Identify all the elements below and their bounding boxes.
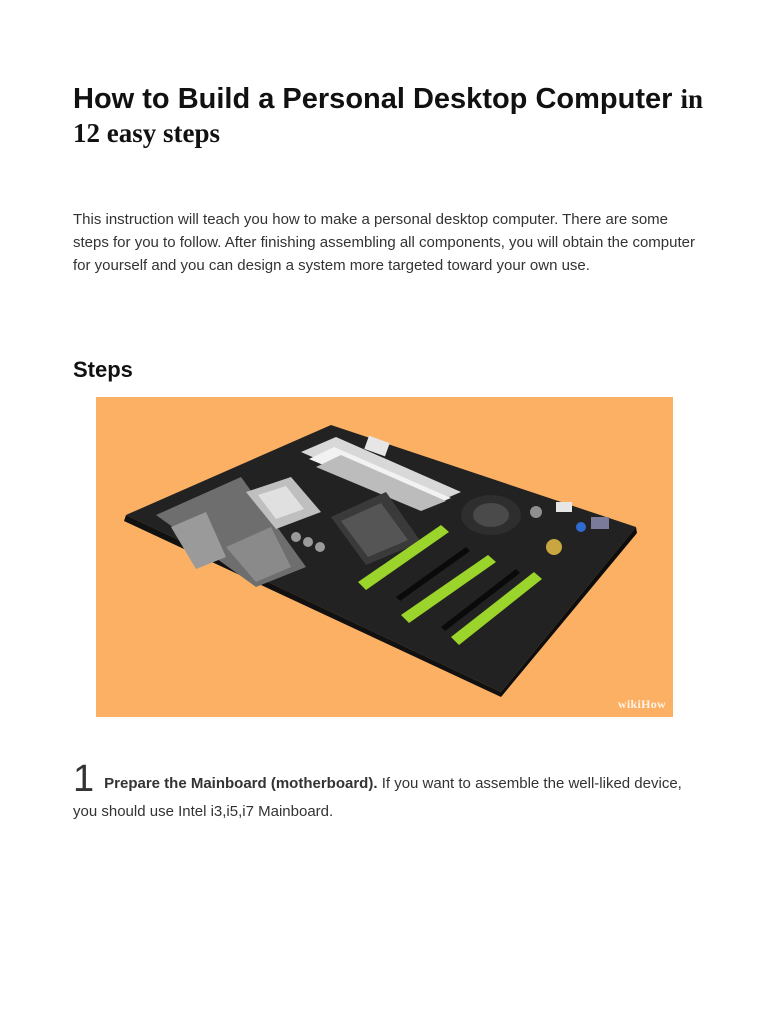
step-text: If you want to assemble the well-liked device, you should use Intel i3,i5,i7 Mainboard.: [73, 775, 682, 820]
step-1: [73, 758, 698, 826]
steps-heading: Steps: [73, 357, 133, 382]
motherboard-illustration: [96, 397, 673, 717]
intro-paragraph: This instruction will teach you how to make a personal desktop computer. There are some steps for you to follow. After finishing assembling all components, you will obtain the computer for yourself and you can design a system more targeted toward your own use.: [73, 211, 695, 274]
article-title: [73, 82, 713, 150]
title-suffix: in 12 easy steps: [73, 84, 703, 148]
wikihow-watermark: wikiHow: [617, 697, 666, 711]
step-number: 1: [73, 758, 95, 800]
motherboard-image: [96, 397, 673, 717]
title-main: How to Build a Personal Desktop Computer: [73, 83, 673, 115]
step-title: Prepare the Mainboard (motherboard).: [104, 775, 378, 792]
